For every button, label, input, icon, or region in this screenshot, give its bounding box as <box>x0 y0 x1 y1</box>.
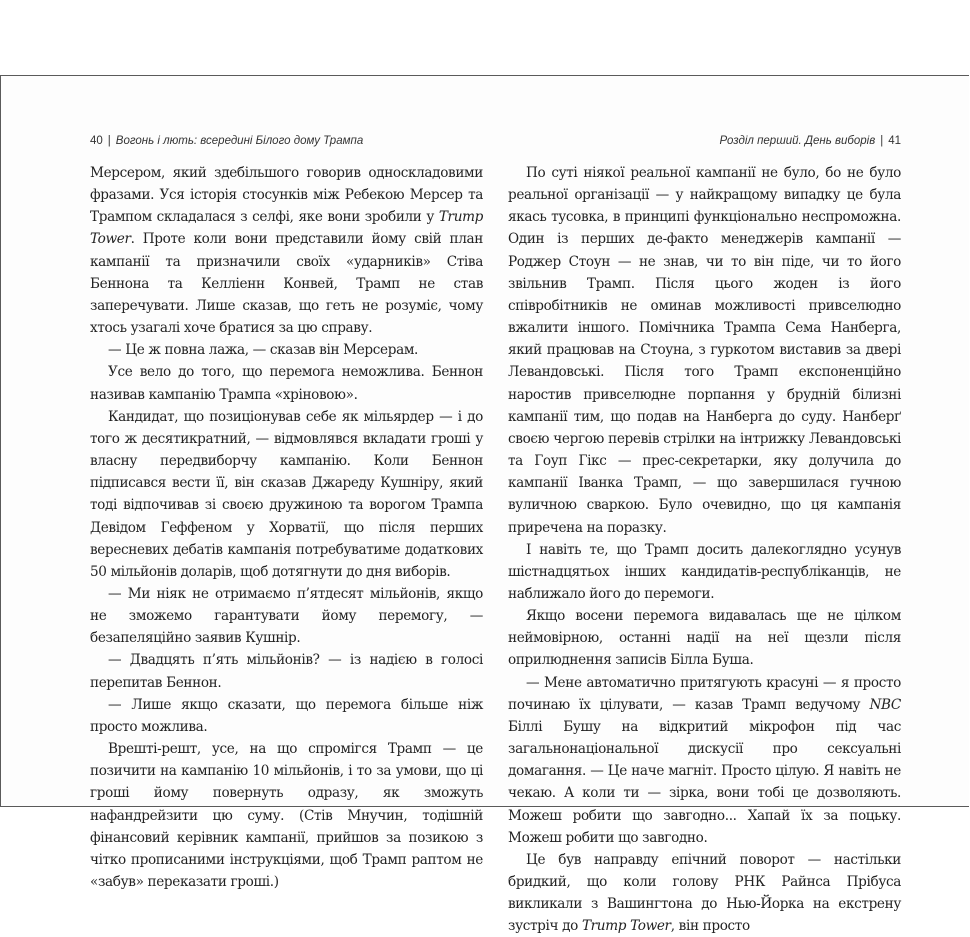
right-running-title: Розділ перший. День виборів <box>719 135 876 147</box>
right-page-number: 41 <box>888 135 901 147</box>
text-segment: — Ми ніяк не отримаємо п’ятдесят мільйонів, якщо не зможемо гарантувати йому перемогу, — безапеляційно заявив Кушнір. <box>90 585 483 647</box>
right-body-text <box>508 162 901 937</box>
paragraph <box>508 539 901 605</box>
text-segment: . Проте коли вони представили йому свій план кампанії та призначили своїх «ударників» Стіва Беннона та Келліенн Конвей, Трамп не став заперечувати. Лише сказав, що геть не розуміє, чому хтось узагалі хоче братися за цю справу. <box>90 231 483 337</box>
left-page-number: 40 <box>90 135 103 147</box>
text-segment: Врешті-решт, усе, на що спромігся Трамп — це позичити на кампанію 10 мільйонів, і то за умови, що ці гроші йому повернуть одразу, як зможуть нафандрейзити цю суму. (Стів Мнучин, тодішній фінансовий керівник кампанії, прийшов за позикою з чітко прописаними інструкціями, щоб Трамп раптом не «забув» переказати гроші.) <box>90 741 483 890</box>
text-segment: — Мене автоматично притягують красуні — я просто починаю їх цілувати, — казав Трамп ведучому <box>508 674 901 713</box>
left-running-head <box>90 131 483 151</box>
text-segment: — Лише якщо сказати, що перемога більше ніж просто можлива. <box>90 696 483 735</box>
italic-text: Trump Tower <box>581 918 671 935</box>
paragraph <box>90 162 483 339</box>
paragraph <box>90 406 483 583</box>
right-head-separator: | <box>880 135 884 147</box>
text-segment: Біллі Бушу на відкритий мікрофон під час загальнонаціональної дискусії про сексуальні домагання. — Це наче магніт. Просто цілую. Я навіть не чекаю. А коли ти — зірка, вони тобі це дозволяють. Можеш робити що завгодно... Хапай їх за поцьку. Можеш робити що завгодно. <box>508 718 901 846</box>
paragraph <box>90 583 483 649</box>
text-segment: — Це ж повна лажа, — сказав він Мерсерам. <box>108 342 419 359</box>
paragraph <box>508 849 901 937</box>
right-running-head <box>508 131 901 151</box>
italic-text: NBC <box>869 696 901 713</box>
left-page <box>90 131 483 893</box>
paragraph <box>508 605 901 671</box>
paragraph <box>508 672 901 849</box>
left-head-separator: | <box>107 135 111 147</box>
text-segment: І навіть те, що Трамп досить далекоглядно усунув шістнадцятьох інших кандидатів-республіканців, не наближало його до перемоги. <box>508 541 901 602</box>
paragraph <box>90 649 483 693</box>
left-body-text <box>90 162 483 893</box>
book-spread <box>0 75 969 935</box>
right-page <box>508 131 901 937</box>
text-segment: — Двадцять п’ять мільйонів? — із надією в голосі перепитав Беннон. <box>90 652 483 691</box>
paragraph <box>90 738 483 893</box>
text-segment: Якщо восени перемога видавалась ще не цілком неймовірною, останні надії на неї щезли після оприлюднення записів Білла Буша. <box>508 608 901 669</box>
paragraph <box>508 162 901 539</box>
text-segment: Кандидат, що позиціонував себе як мільярдер — і до того ж десятикратний, — відмовлявся вкладати гроші у власну передвиборчу кампанію. Коли Беннон підписався вести її, він сказав Джареду Кушніру, який тоді відпочивав зі своєю дружиною та ворогом Трампа Девідом Геффеном у Хорватії, що після перших вересневих дебатів кампанія потребуватиме додаткових 50 мільйонів доларів, щоб дотягнути до дня виборів. <box>90 408 483 580</box>
italic-text: Trump Tower <box>90 209 483 248</box>
text-segment: , він просто <box>670 918 750 935</box>
text-segment: Усе вело до того, що перемога неможлива. Беннон називав кампанію Трампа «хріновою». <box>90 364 483 403</box>
text-segment: Мерсером, який здебільшого говорив односкладовими фразами. Уся історія стосунків між Ребекою Мерсер та Трампом складалася з селфі, яке вони зробили у <box>90 165 483 226</box>
paragraph <box>90 694 483 738</box>
text-segment: Це був направду епічний поворот — настільки бридкий, що коли голову РНК Райнса Прібуса викликали з Вашингтона до Нью-Йорка на екстрену зустріч до <box>508 851 901 935</box>
paragraph <box>90 339 483 361</box>
left-running-title: Вогонь і лють: всередині Білого дому Трампа <box>115 135 364 147</box>
text-segment: По суті ніякої реальної кампанії не було, бо не було реальної організації — у найкращому випадку це була якась тусовка, в принципі функціонально неспроможна. Один із перших де-факто менеджерів кампанії — Роджер Стоун — не знав, чи то він піде, чи то його звільнив Трамп. Після цього жоден із його співробітників не оминав можливості привселюдно вжалити іншого. Помічника Трампа Сема Нанберга, який працював на Стоуна, з гуркотом виставив за двері Левандовські. Після того Трамп експоненційно наростив привселюдне порпання у брудній білизні кампанії тим, що подав на Нанберга до суду. Нанберґ своєю чергою перевів стрілки на інтрижку Левандовські та Гоуп Гікс — прес-секретарки, яку долучила до кампанії Іванка Трамп, — що завершилася гучною вуличною сваркою. Було очевидно, що ця кампанія приречена на поразку. <box>508 165 901 536</box>
paragraph <box>90 361 483 405</box>
